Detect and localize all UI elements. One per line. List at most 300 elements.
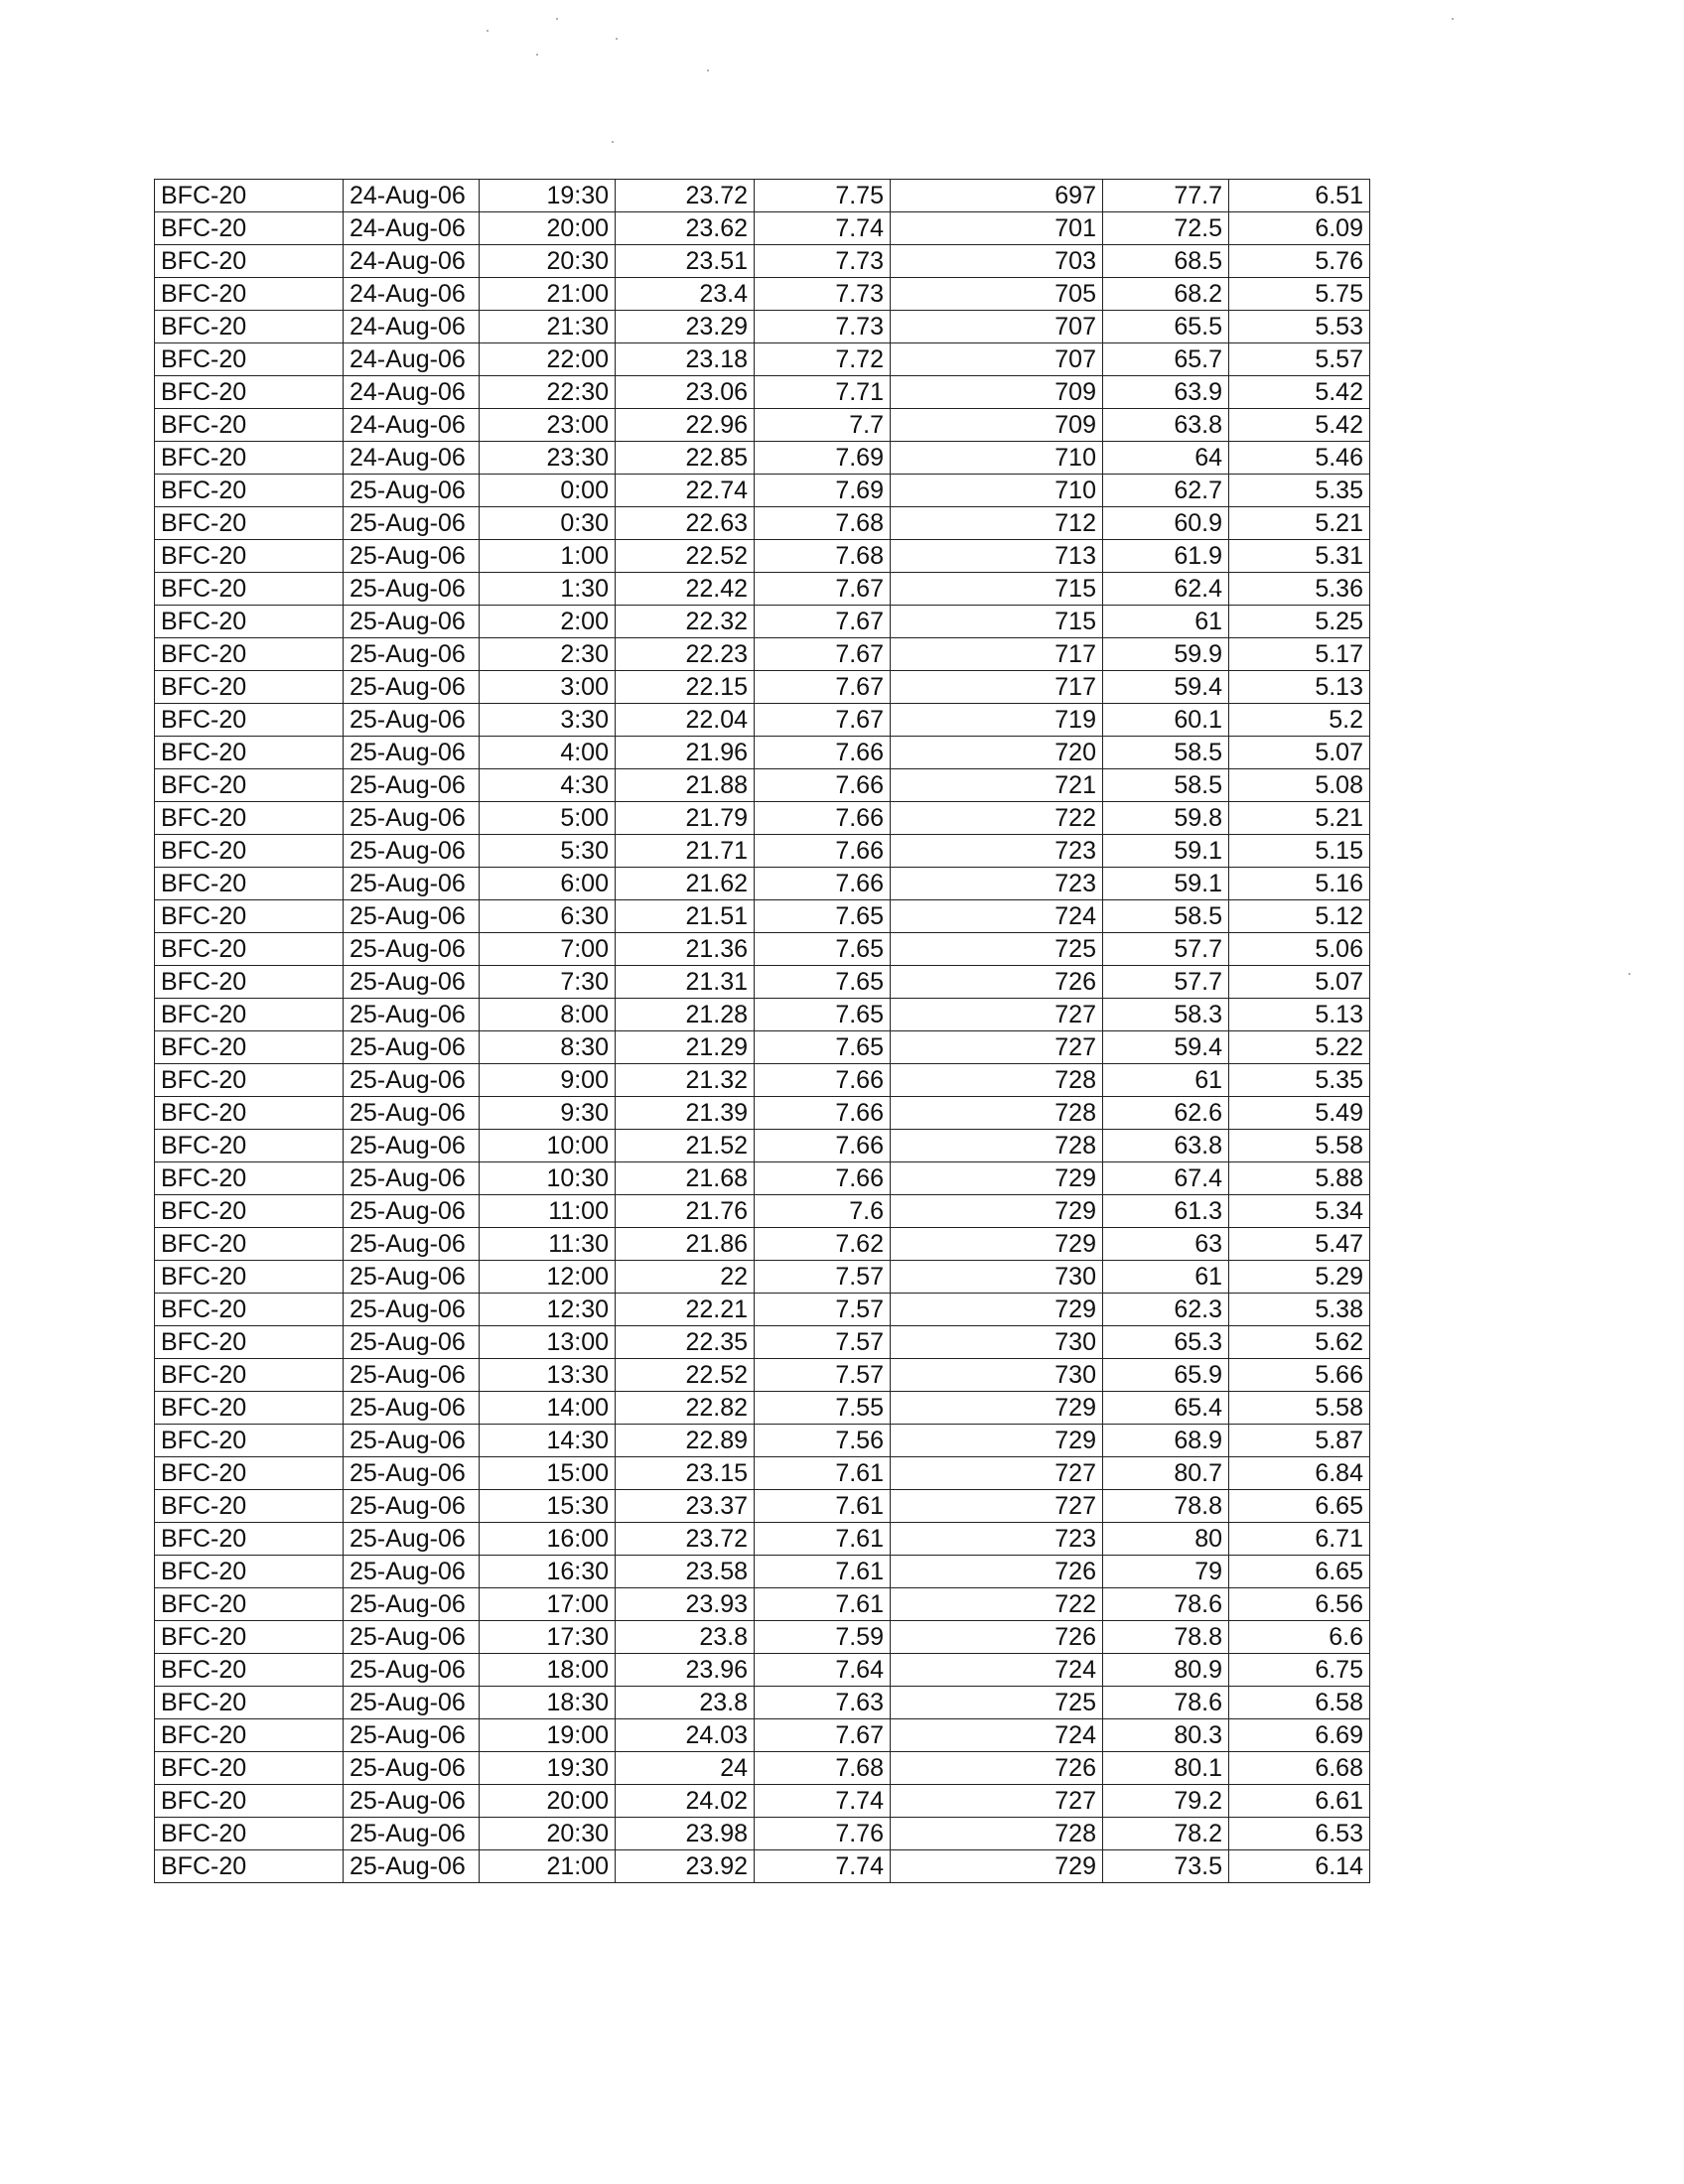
time-cell: 5:00 xyxy=(480,802,616,835)
table-row xyxy=(155,1785,1370,1818)
table-row xyxy=(155,409,1370,442)
temperature-cell: 24 xyxy=(616,1752,755,1785)
time-cell: 23:00 xyxy=(480,409,616,442)
conductivity-cell: 729 xyxy=(891,1162,1103,1195)
conductivity-cell: 726 xyxy=(891,1621,1103,1654)
temperature-cell: 23.92 xyxy=(616,1850,755,1883)
temperature-cell: 21.71 xyxy=(616,835,755,868)
temperature-cell: 23.37 xyxy=(616,1490,755,1523)
ph-cell: 7.65 xyxy=(755,966,891,999)
saturation-cell: 78.6 xyxy=(1103,1687,1229,1719)
time-cell: 3:00 xyxy=(480,671,616,704)
table-row xyxy=(155,671,1370,704)
time-cell: 12:00 xyxy=(480,1261,616,1294)
conductivity-cell: 730 xyxy=(891,1261,1103,1294)
table-row xyxy=(155,1752,1370,1785)
temperature-cell: 23.18 xyxy=(616,343,755,376)
saturation-cell: 57.7 xyxy=(1103,966,1229,999)
table-row xyxy=(155,1850,1370,1883)
station-cell: BFC-20 xyxy=(155,1621,344,1654)
time-cell: 3:30 xyxy=(480,704,616,737)
temperature-cell: 21.32 xyxy=(616,1064,755,1097)
date-cell: 25-Aug-06 xyxy=(344,1523,480,1556)
table-row xyxy=(155,507,1370,540)
saturation-cell: 61 xyxy=(1103,1261,1229,1294)
saturation-cell: 65.4 xyxy=(1103,1392,1229,1425)
saturation-cell: 68.9 xyxy=(1103,1425,1229,1457)
station-cell: BFC-20 xyxy=(155,1687,344,1719)
ph-cell: 7.67 xyxy=(755,638,891,671)
time-cell: 15:30 xyxy=(480,1490,616,1523)
date-cell: 25-Aug-06 xyxy=(344,1097,480,1130)
station-cell: BFC-20 xyxy=(155,1195,344,1228)
conductivity-cell: 720 xyxy=(891,737,1103,769)
ph-cell: 7.66 xyxy=(755,1130,891,1162)
date-cell: 25-Aug-06 xyxy=(344,1752,480,1785)
date-cell: 25-Aug-06 xyxy=(344,1425,480,1457)
time-cell: 7:30 xyxy=(480,966,616,999)
ph-cell: 7.66 xyxy=(755,769,891,802)
temperature-cell: 22.89 xyxy=(616,1425,755,1457)
station-cell: BFC-20 xyxy=(155,212,344,245)
conductivity-cell: 726 xyxy=(891,966,1103,999)
oxygen-cell: 5.53 xyxy=(1229,311,1370,343)
conductivity-cell: 697 xyxy=(891,180,1103,212)
conductivity-cell: 725 xyxy=(891,1687,1103,1719)
station-cell: BFC-20 xyxy=(155,1719,344,1752)
table-row xyxy=(155,1392,1370,1425)
temperature-cell: 21.88 xyxy=(616,769,755,802)
temperature-cell: 23.8 xyxy=(616,1687,755,1719)
table-row xyxy=(155,606,1370,638)
table-row xyxy=(155,704,1370,737)
station-cell: BFC-20 xyxy=(155,835,344,868)
saturation-cell: 63.8 xyxy=(1103,1130,1229,1162)
conductivity-cell: 728 xyxy=(891,1130,1103,1162)
oxygen-cell: 5.34 xyxy=(1229,1195,1370,1228)
ph-cell: 7.67 xyxy=(755,704,891,737)
conductivity-cell: 725 xyxy=(891,933,1103,966)
conductivity-cell: 729 xyxy=(891,1294,1103,1326)
oxygen-cell: 5.16 xyxy=(1229,868,1370,900)
conductivity-cell: 727 xyxy=(891,1785,1103,1818)
conductivity-cell: 709 xyxy=(891,409,1103,442)
time-cell: 23:30 xyxy=(480,442,616,475)
temperature-cell: 21.76 xyxy=(616,1195,755,1228)
time-cell: 13:30 xyxy=(480,1359,616,1392)
ph-cell: 7.66 xyxy=(755,868,891,900)
date-cell: 25-Aug-06 xyxy=(344,769,480,802)
table-row xyxy=(155,638,1370,671)
oxygen-cell: 5.88 xyxy=(1229,1162,1370,1195)
date-cell: 25-Aug-06 xyxy=(344,1588,480,1621)
date-cell: 25-Aug-06 xyxy=(344,737,480,769)
oxygen-cell: 6.6 xyxy=(1229,1621,1370,1654)
station-cell: BFC-20 xyxy=(155,1162,344,1195)
date-cell: 25-Aug-06 xyxy=(344,1031,480,1064)
time-cell: 11:00 xyxy=(480,1195,616,1228)
station-cell: BFC-20 xyxy=(155,1752,344,1785)
date-cell: 25-Aug-06 xyxy=(344,1294,480,1326)
oxygen-cell: 5.49 xyxy=(1229,1097,1370,1130)
oxygen-cell: 5.22 xyxy=(1229,1031,1370,1064)
station-cell: BFC-20 xyxy=(155,1228,344,1261)
ph-cell: 7.65 xyxy=(755,933,891,966)
oxygen-cell: 5.58 xyxy=(1229,1130,1370,1162)
date-cell: 25-Aug-06 xyxy=(344,1228,480,1261)
saturation-cell: 79 xyxy=(1103,1556,1229,1588)
date-cell: 25-Aug-06 xyxy=(344,1785,480,1818)
time-cell: 6:00 xyxy=(480,868,616,900)
oxygen-cell: 5.57 xyxy=(1229,343,1370,376)
saturation-cell: 59.9 xyxy=(1103,638,1229,671)
date-cell: 25-Aug-06 xyxy=(344,638,480,671)
time-cell: 6:30 xyxy=(480,900,616,933)
temperature-cell: 23.72 xyxy=(616,180,755,212)
conductivity-cell: 724 xyxy=(891,900,1103,933)
oxygen-cell: 5.35 xyxy=(1229,475,1370,507)
temperature-cell: 21.51 xyxy=(616,900,755,933)
ph-cell: 7.74 xyxy=(755,1850,891,1883)
saturation-cell: 62.3 xyxy=(1103,1294,1229,1326)
ph-cell: 7.7 xyxy=(755,409,891,442)
ph-cell: 7.65 xyxy=(755,900,891,933)
station-cell: BFC-20 xyxy=(155,1850,344,1883)
temperature-cell: 22.63 xyxy=(616,507,755,540)
table-row xyxy=(155,1228,1370,1261)
saturation-cell: 65.3 xyxy=(1103,1326,1229,1359)
ph-cell: 7.66 xyxy=(755,1162,891,1195)
date-cell: 25-Aug-06 xyxy=(344,1457,480,1490)
date-cell: 25-Aug-06 xyxy=(344,1818,480,1850)
conductivity-cell: 717 xyxy=(891,638,1103,671)
station-cell: BFC-20 xyxy=(155,409,344,442)
temperature-cell: 22.85 xyxy=(616,442,755,475)
ph-cell: 7.73 xyxy=(755,278,891,311)
temperature-cell: 21.28 xyxy=(616,999,755,1031)
conductivity-cell: 722 xyxy=(891,1588,1103,1621)
conductivity-cell: 701 xyxy=(891,212,1103,245)
temperature-cell: 21.29 xyxy=(616,1031,755,1064)
saturation-cell: 59.1 xyxy=(1103,835,1229,868)
ph-cell: 7.68 xyxy=(755,540,891,573)
time-cell: 0:30 xyxy=(480,507,616,540)
ph-cell: 7.66 xyxy=(755,1064,891,1097)
oxygen-cell: 5.46 xyxy=(1229,442,1370,475)
station-cell: BFC-20 xyxy=(155,1523,344,1556)
ph-cell: 7.57 xyxy=(755,1261,891,1294)
time-cell: 5:30 xyxy=(480,835,616,868)
table-row xyxy=(155,835,1370,868)
date-cell: 25-Aug-06 xyxy=(344,573,480,606)
station-cell: BFC-20 xyxy=(155,900,344,933)
table-row xyxy=(155,343,1370,376)
oxygen-cell: 6.71 xyxy=(1229,1523,1370,1556)
ph-cell: 7.63 xyxy=(755,1687,891,1719)
conductivity-cell: 728 xyxy=(891,1064,1103,1097)
conductivity-cell: 724 xyxy=(891,1719,1103,1752)
conductivity-cell: 729 xyxy=(891,1228,1103,1261)
oxygen-cell: 5.29 xyxy=(1229,1261,1370,1294)
ph-cell: 7.65 xyxy=(755,1031,891,1064)
table-row xyxy=(155,999,1370,1031)
station-cell: BFC-20 xyxy=(155,1654,344,1687)
date-cell: 25-Aug-06 xyxy=(344,1850,480,1883)
oxygen-cell: 6.84 xyxy=(1229,1457,1370,1490)
ph-cell: 7.66 xyxy=(755,802,891,835)
temperature-cell: 22.23 xyxy=(616,638,755,671)
time-cell: 8:30 xyxy=(480,1031,616,1064)
table-row xyxy=(155,802,1370,835)
saturation-cell: 65.7 xyxy=(1103,343,1229,376)
date-cell: 25-Aug-06 xyxy=(344,540,480,573)
oxygen-cell: 5.35 xyxy=(1229,1064,1370,1097)
table-row xyxy=(155,212,1370,245)
temperature-cell: 22.15 xyxy=(616,671,755,704)
temperature-cell: 21.36 xyxy=(616,933,755,966)
ph-cell: 7.68 xyxy=(755,507,891,540)
station-cell: BFC-20 xyxy=(155,769,344,802)
time-cell: 19:30 xyxy=(480,1752,616,1785)
table-row xyxy=(155,1195,1370,1228)
date-cell: 25-Aug-06 xyxy=(344,900,480,933)
temperature-cell: 23.96 xyxy=(616,1654,755,1687)
oxygen-cell: 5.31 xyxy=(1229,540,1370,573)
conductivity-cell: 726 xyxy=(891,1556,1103,1588)
table-row xyxy=(155,1621,1370,1654)
table-row xyxy=(155,573,1370,606)
time-cell: 0:00 xyxy=(480,475,616,507)
station-cell: BFC-20 xyxy=(155,671,344,704)
saturation-cell: 61.9 xyxy=(1103,540,1229,573)
table-row xyxy=(155,868,1370,900)
temperature-cell: 21.86 xyxy=(616,1228,755,1261)
oxygen-cell: 5.58 xyxy=(1229,1392,1370,1425)
table-row xyxy=(155,966,1370,999)
table-row xyxy=(155,1064,1370,1097)
data-sheet xyxy=(154,179,1369,1883)
ph-cell: 7.61 xyxy=(755,1588,891,1621)
saturation-cell: 72.5 xyxy=(1103,212,1229,245)
oxygen-cell: 5.21 xyxy=(1229,507,1370,540)
station-cell: BFC-20 xyxy=(155,1392,344,1425)
conductivity-cell: 710 xyxy=(891,442,1103,475)
time-cell: 8:00 xyxy=(480,999,616,1031)
table-row xyxy=(155,1031,1370,1064)
table-row xyxy=(155,1425,1370,1457)
saturation-cell: 80.9 xyxy=(1103,1654,1229,1687)
temperature-cell: 22.52 xyxy=(616,540,755,573)
saturation-cell: 78.8 xyxy=(1103,1490,1229,1523)
saturation-cell: 77.7 xyxy=(1103,180,1229,212)
date-cell: 25-Aug-06 xyxy=(344,1162,480,1195)
date-cell: 24-Aug-06 xyxy=(344,278,480,311)
ph-cell: 7.76 xyxy=(755,1818,891,1850)
saturation-cell: 80 xyxy=(1103,1523,1229,1556)
date-cell: 25-Aug-06 xyxy=(344,1556,480,1588)
saturation-cell: 59.8 xyxy=(1103,802,1229,835)
conductivity-cell: 722 xyxy=(891,802,1103,835)
temperature-cell: 22.52 xyxy=(616,1359,755,1392)
station-cell: BFC-20 xyxy=(155,1097,344,1130)
date-cell: 25-Aug-06 xyxy=(344,1326,480,1359)
ph-cell: 7.67 xyxy=(755,671,891,704)
table-row xyxy=(155,245,1370,278)
oxygen-cell: 5.42 xyxy=(1229,376,1370,409)
oxygen-cell: 5.25 xyxy=(1229,606,1370,638)
ph-cell: 7.62 xyxy=(755,1228,891,1261)
saturation-cell: 58.5 xyxy=(1103,769,1229,802)
time-cell: 20:30 xyxy=(480,245,616,278)
temperature-cell: 23.93 xyxy=(616,1588,755,1621)
ph-cell: 7.61 xyxy=(755,1523,891,1556)
oxygen-cell: 5.15 xyxy=(1229,835,1370,868)
ph-cell: 7.74 xyxy=(755,1785,891,1818)
ph-cell: 7.73 xyxy=(755,311,891,343)
saturation-cell: 58.5 xyxy=(1103,900,1229,933)
table-row xyxy=(155,1097,1370,1130)
table-row xyxy=(155,1687,1370,1719)
time-cell: 17:00 xyxy=(480,1588,616,1621)
oxygen-cell: 5.13 xyxy=(1229,671,1370,704)
station-cell: BFC-20 xyxy=(155,1064,344,1097)
date-cell: 24-Aug-06 xyxy=(344,409,480,442)
saturation-cell: 80.1 xyxy=(1103,1752,1229,1785)
temperature-cell: 21.52 xyxy=(616,1130,755,1162)
oxygen-cell: 6.61 xyxy=(1229,1785,1370,1818)
oxygen-cell: 6.65 xyxy=(1229,1556,1370,1588)
date-cell: 25-Aug-06 xyxy=(344,1064,480,1097)
conductivity-cell: 715 xyxy=(891,573,1103,606)
oxygen-cell: 5.62 xyxy=(1229,1326,1370,1359)
table-row xyxy=(155,900,1370,933)
temperature-cell: 21.79 xyxy=(616,802,755,835)
date-cell: 25-Aug-06 xyxy=(344,1130,480,1162)
station-cell: BFC-20 xyxy=(155,475,344,507)
date-cell: 25-Aug-06 xyxy=(344,868,480,900)
date-cell: 25-Aug-06 xyxy=(344,933,480,966)
ph-cell: 7.72 xyxy=(755,343,891,376)
oxygen-cell: 6.53 xyxy=(1229,1818,1370,1850)
table-row xyxy=(155,1556,1370,1588)
table-row xyxy=(155,1457,1370,1490)
time-cell: 18:00 xyxy=(480,1654,616,1687)
time-cell: 17:30 xyxy=(480,1621,616,1654)
date-cell: 25-Aug-06 xyxy=(344,999,480,1031)
station-cell: BFC-20 xyxy=(155,1294,344,1326)
conductivity-cell: 727 xyxy=(891,1490,1103,1523)
time-cell: 21:30 xyxy=(480,311,616,343)
conductivity-cell: 717 xyxy=(891,671,1103,704)
oxygen-cell: 5.17 xyxy=(1229,638,1370,671)
saturation-cell: 60.1 xyxy=(1103,704,1229,737)
time-cell: 13:00 xyxy=(480,1326,616,1359)
temperature-cell: 23.58 xyxy=(616,1556,755,1588)
time-cell: 21:00 xyxy=(480,1850,616,1883)
oxygen-cell: 5.06 xyxy=(1229,933,1370,966)
station-cell: BFC-20 xyxy=(155,573,344,606)
ph-cell: 7.57 xyxy=(755,1326,891,1359)
date-cell: 25-Aug-06 xyxy=(344,1654,480,1687)
time-cell: 2:00 xyxy=(480,606,616,638)
time-cell: 9:30 xyxy=(480,1097,616,1130)
table-row xyxy=(155,1523,1370,1556)
saturation-cell: 63.9 xyxy=(1103,376,1229,409)
oxygen-cell: 5.36 xyxy=(1229,573,1370,606)
time-cell: 21:00 xyxy=(480,278,616,311)
conductivity-cell: 713 xyxy=(891,540,1103,573)
table-row xyxy=(155,1588,1370,1621)
date-cell: 25-Aug-06 xyxy=(344,1687,480,1719)
ph-cell: 7.66 xyxy=(755,835,891,868)
station-cell: BFC-20 xyxy=(155,1359,344,1392)
temperature-cell: 22.04 xyxy=(616,704,755,737)
saturation-cell: 61.3 xyxy=(1103,1195,1229,1228)
date-cell: 25-Aug-06 xyxy=(344,606,480,638)
table-row xyxy=(155,1818,1370,1850)
ph-cell: 7.59 xyxy=(755,1621,891,1654)
conductivity-cell: 709 xyxy=(891,376,1103,409)
saturation-cell: 61 xyxy=(1103,606,1229,638)
time-cell: 16:00 xyxy=(480,1523,616,1556)
time-cell: 7:00 xyxy=(480,933,616,966)
ph-cell: 7.66 xyxy=(755,1097,891,1130)
time-cell: 1:00 xyxy=(480,540,616,573)
oxygen-cell: 5.07 xyxy=(1229,737,1370,769)
oxygen-cell: 6.65 xyxy=(1229,1490,1370,1523)
conductivity-cell: 723 xyxy=(891,835,1103,868)
temperature-cell: 23.15 xyxy=(616,1457,755,1490)
time-cell: 20:00 xyxy=(480,1785,616,1818)
station-cell: BFC-20 xyxy=(155,376,344,409)
station-cell: BFC-20 xyxy=(155,245,344,278)
date-cell: 24-Aug-06 xyxy=(344,442,480,475)
ph-cell: 7.65 xyxy=(755,999,891,1031)
saturation-cell: 59.1 xyxy=(1103,868,1229,900)
oxygen-cell: 6.09 xyxy=(1229,212,1370,245)
station-cell: BFC-20 xyxy=(155,540,344,573)
oxygen-cell: 5.75 xyxy=(1229,278,1370,311)
temperature-cell: 22.35 xyxy=(616,1326,755,1359)
temperature-cell: 23.72 xyxy=(616,1523,755,1556)
conductivity-cell: 719 xyxy=(891,704,1103,737)
saturation-cell: 63.8 xyxy=(1103,409,1229,442)
station-cell: BFC-20 xyxy=(155,278,344,311)
saturation-cell: 65.5 xyxy=(1103,311,1229,343)
table-row xyxy=(155,737,1370,769)
ph-cell: 7.67 xyxy=(755,573,891,606)
saturation-cell: 59.4 xyxy=(1103,1031,1229,1064)
date-cell: 24-Aug-06 xyxy=(344,245,480,278)
saturation-cell: 61 xyxy=(1103,1064,1229,1097)
conductivity-cell: 723 xyxy=(891,1523,1103,1556)
conductivity-cell: 728 xyxy=(891,1818,1103,1850)
conductivity-cell: 712 xyxy=(891,507,1103,540)
saturation-cell: 63 xyxy=(1103,1228,1229,1261)
saturation-cell: 68.2 xyxy=(1103,278,1229,311)
conductivity-cell: 705 xyxy=(891,278,1103,311)
date-cell: 24-Aug-06 xyxy=(344,180,480,212)
table-row xyxy=(155,1261,1370,1294)
table-row xyxy=(155,1162,1370,1195)
station-cell: BFC-20 xyxy=(155,1490,344,1523)
time-cell: 20:00 xyxy=(480,212,616,245)
saturation-cell: 78.8 xyxy=(1103,1621,1229,1654)
time-cell: 9:00 xyxy=(480,1064,616,1097)
oxygen-cell: 5.2 xyxy=(1229,704,1370,737)
temperature-cell: 23.98 xyxy=(616,1818,755,1850)
table-row xyxy=(155,1130,1370,1162)
